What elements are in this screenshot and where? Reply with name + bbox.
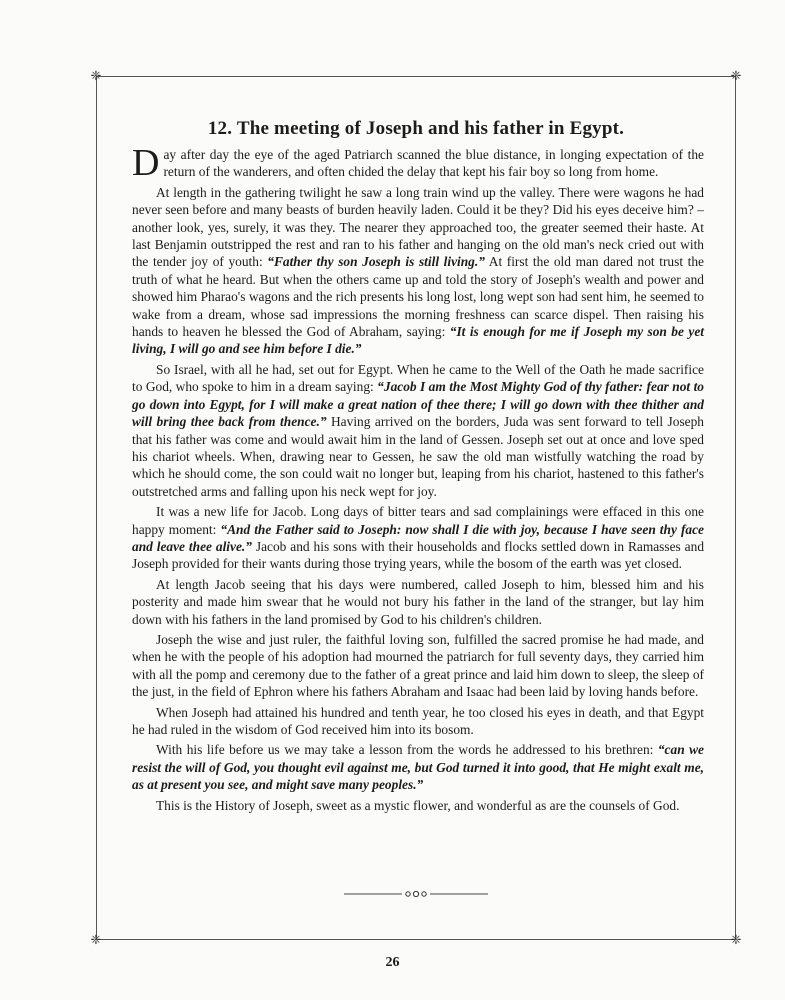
- page-number: 26: [385, 955, 400, 970]
- paragraph-8: [132, 741, 704, 793]
- drop-cap: D: [132, 142, 160, 184]
- paragraph-text: With his life before us we may take a lesson from the words he addressed to his brethren:: [156, 742, 658, 758]
- paragraph-text: At length in the gathering twilight he saw a long train wind up the valley. There were wagons he had never seen before and many beasts of burden heavily laden. Could it be they? Did his eyes deceive him? – another look, yes, surely, it was they. The nearer they approached too, the greater seemed their haste. At last Benjamin outstripped the rest and ran to his father and hanging on the old man's neck cried out with the tender joy of youth:: [132, 184, 704, 270]
- paragraph-2: [132, 184, 704, 358]
- paragraph-9: [132, 797, 704, 814]
- paragraph-6: [132, 631, 704, 701]
- corner-ornament-icon: ❈: [730, 932, 742, 947]
- quotation: “And the Father said to Joseph: now shall I die with joy, because I have seen thy face and leave thee alive.”: [132, 521, 704, 554]
- paragraph-text: When Joseph had attained his hundred and tenth year, he too closed his eyes in death, and that Egypt he had ruled in the wisdom of God received him into its bosom.: [132, 704, 704, 737]
- paragraph-text: At first the old man dared not trust the truth of what he heard. But when the others came up and told the story of Joseph's wealth and power and showed him Pharao's wagons and the rich presents his long lost, long wept son had sent him, he seemed to wake from a dream, whose sad impressions the morning freshness can scarce dispel. Then raising his hands to heaven he blessed the God of Abraham, saying:: [132, 254, 704, 340]
- quotation: “It is enough for me if Joseph my son be yet living, I will go and see him before I die.”: [132, 324, 704, 357]
- paragraph-text: So Israel, with all he had, set out for Egypt. When he came to the Well of the Oath he made sacrifice to God, who spoke to him in a dream saying:: [132, 361, 704, 395]
- quotation: “Father thy son Joseph is still living.”: [267, 254, 485, 270]
- paragraph-7: [132, 704, 704, 739]
- chapter-title: 12. The meeting of Joseph and his father in Egypt.: [207, 118, 625, 139]
- corner-ornament-icon: ❈: [730, 68, 742, 83]
- corner-ornament-icon: ❈: [90, 68, 102, 83]
- paragraph-4: [132, 503, 704, 573]
- quotation: “Jacob I am the Most Mighty God of thy father: fear not to go down into Egypt, for I will make a great nation of thee there; I will go down with thee thither and will bring thee back from thence.”: [132, 379, 704, 430]
- paragraph-text: It was a new life for Jacob. Long days of bitter tears and sad complainings were effaced in this one happy moment:: [132, 504, 704, 537]
- paragraph-text: This is the History of Joseph, sweet as a mystic flower, and wonderful as are the counsels of God.: [156, 797, 680, 813]
- corner-ornament-icon: ❈: [90, 932, 102, 947]
- quotation: “can we resist the will of God, you thought evil against me, but God turned it into good, that He might exalt me, as at present you see, and might save many peoples.”: [132, 742, 704, 793]
- paragraph-3: [132, 361, 704, 500]
- paragraph-text: At length Jacob seeing that his days were numbered, called Joseph to him, blessed him and his posterity and made him swear that he would not bury his father in the land of the stranger, but lay him down with his fathers in the land promised by God to his children's children.: [132, 576, 704, 627]
- scroll-flourish-icon: [344, 889, 488, 899]
- paragraph-text: Jacob and his sons with their households and flocks settled down in Ramasses and Joseph provided for their wants during those trying years, while the bosom of the earth was yet closed.: [132, 538, 705, 572]
- chapter-body: [132, 142, 705, 817]
- paragraph-text: Joseph the wise and just ruler, the faithful loving son, fulfilled the sacred promise he had made, and when he with the people of his adoption had mourned the patriarch for full seventy days, they carried him with all the pomp and ceremony due to the father of a great prince and laid him down to sleep, the sleep of the just, in the field of Ephron where his fathers Abraham and Isaac had been laid by loving hands before.: [132, 631, 704, 700]
- paragraph-5: [132, 576, 704, 628]
- paragraph-text: Having arrived on the borders, Juda was sent forward to tell Joseph that his father was come and would await him in the land of Gessen. Joseph set out at once and love sped his chariot wheels. When, drawing near to Gessen, he saw the old man wistfully watching the road by which he should come, the son could wait no longer but, leaping from his chariot, hastened to this father's outstretched arms and falling upon his neck wept for joy.: [132, 414, 705, 499]
- paragraph-text: ay after day the eye of the aged Patriarch scanned the blue distance, in longing expectation of the return of the wanderers, and often chided the delay that kept his fair boy so long from home.: [163, 147, 704, 180]
- paragraph-1: [132, 142, 704, 184]
